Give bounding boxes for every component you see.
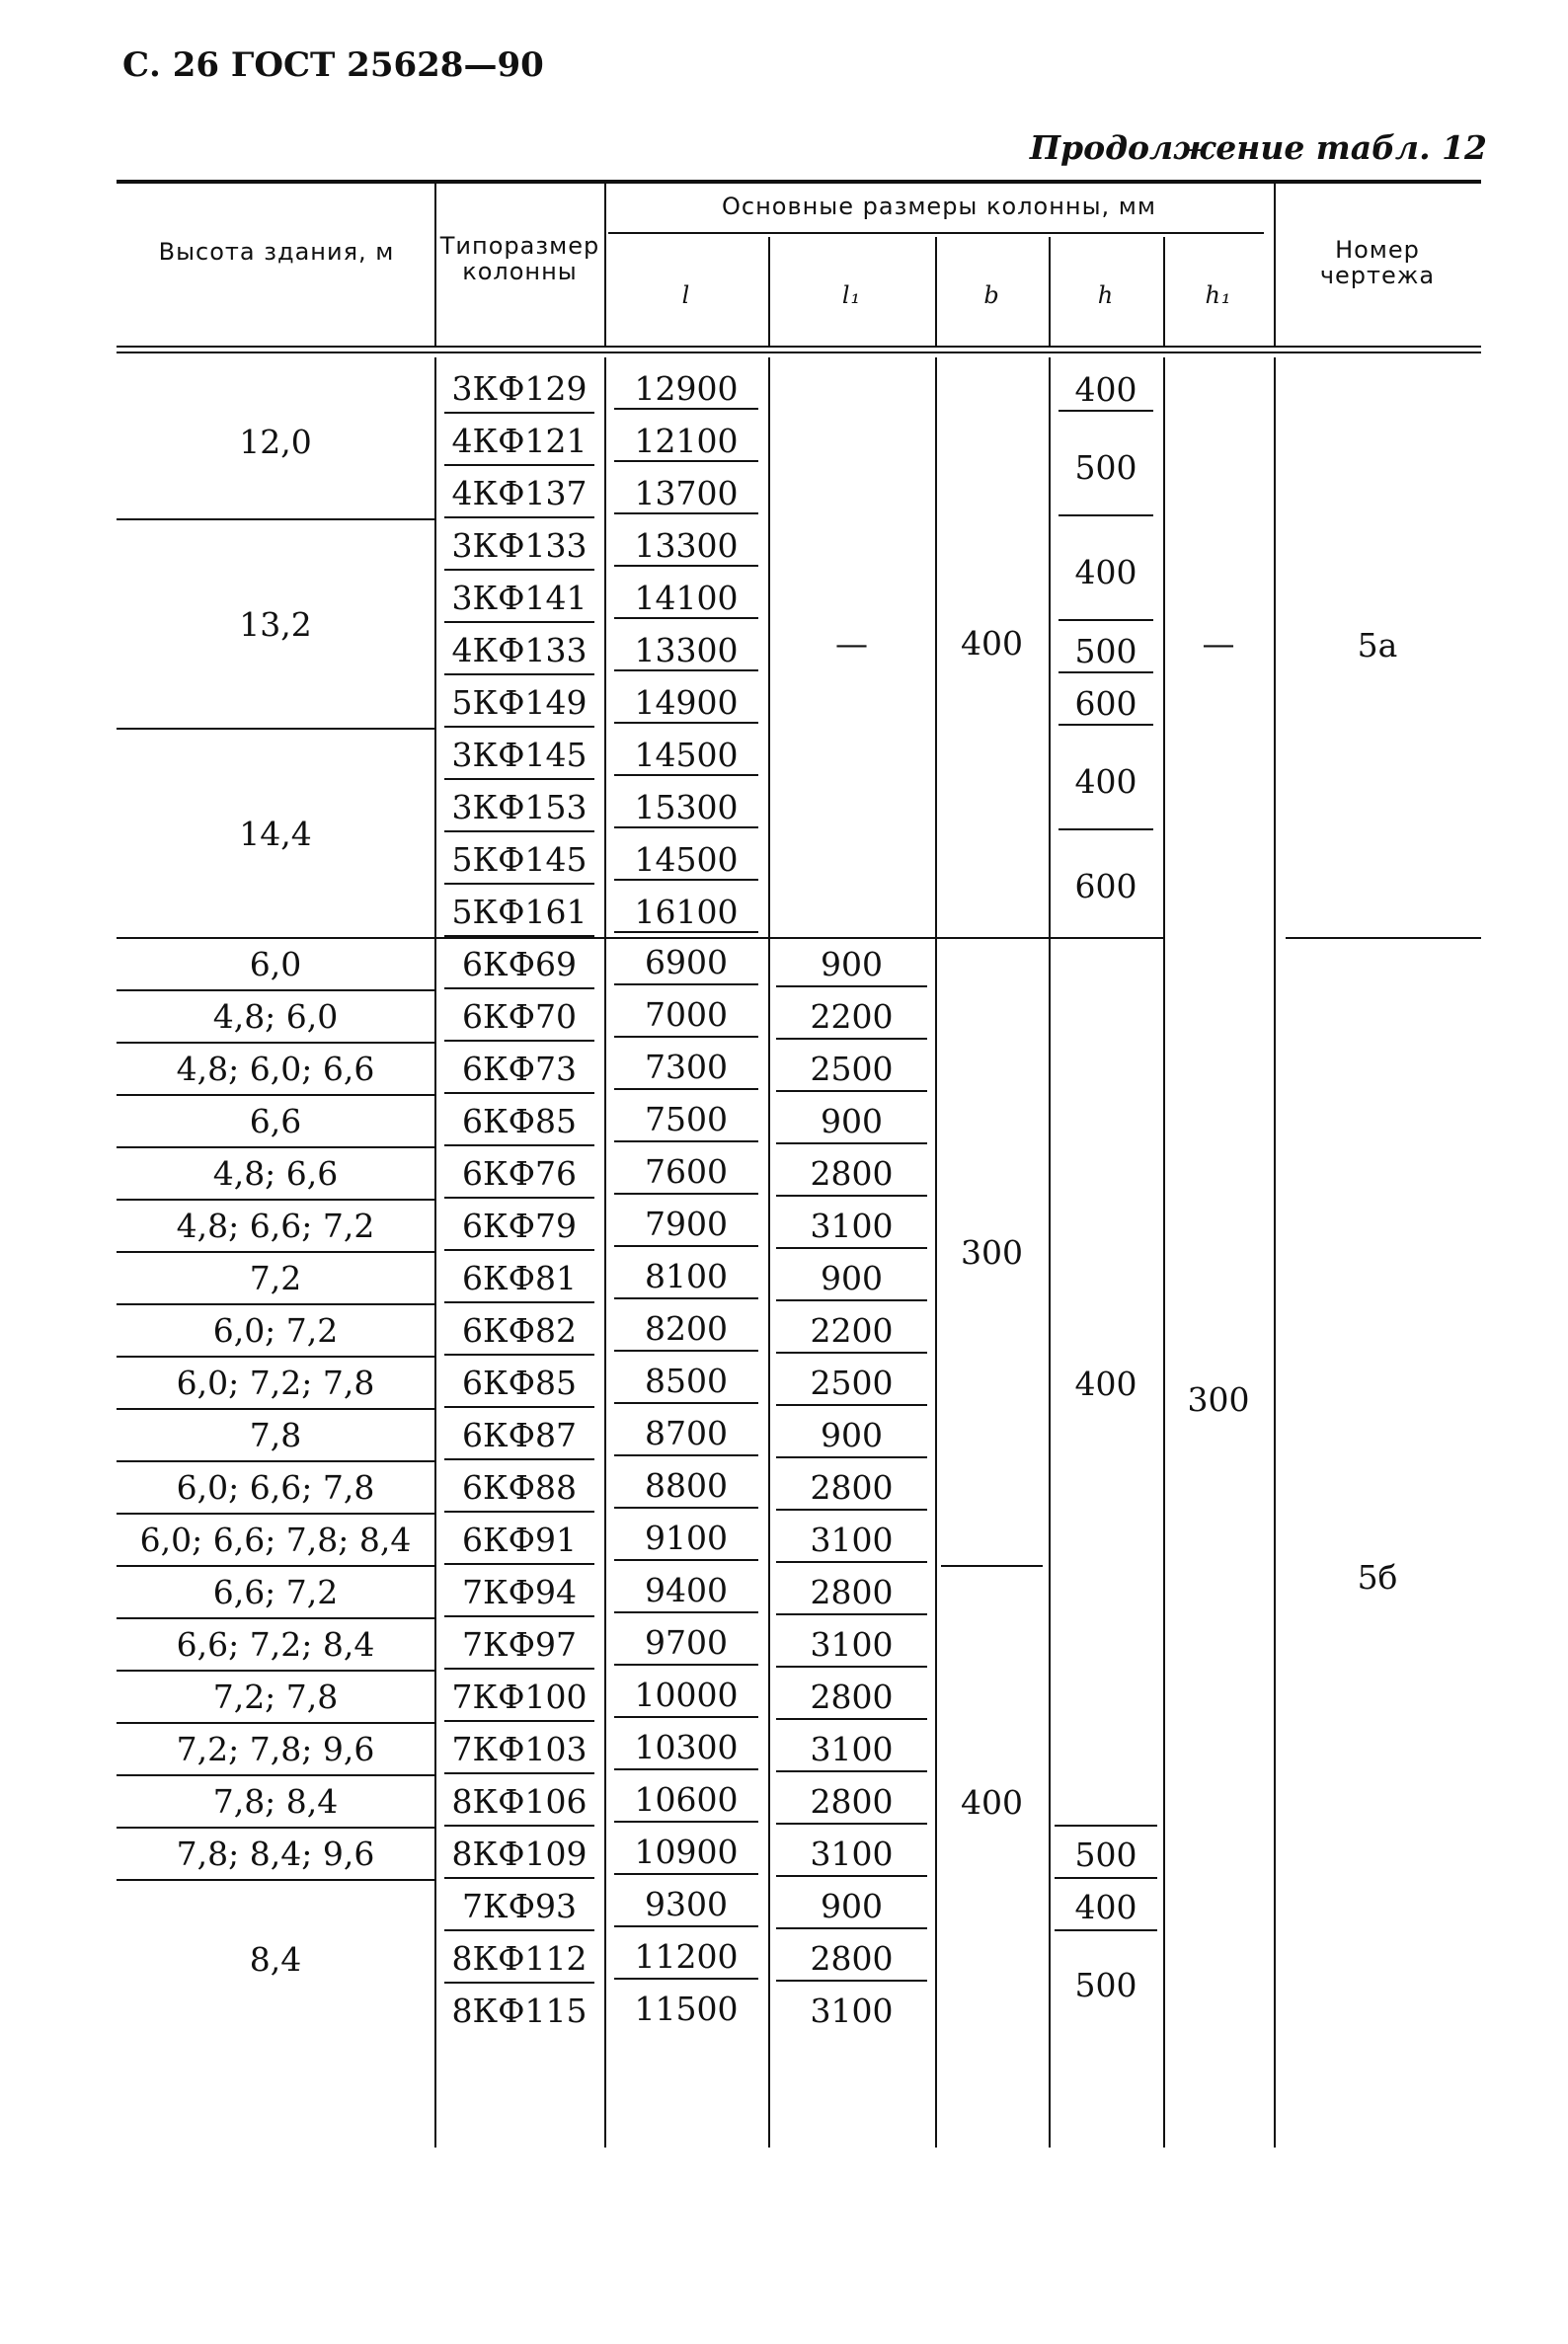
header-bottom-rule [117,352,1481,353]
column-type-cell: 5КФ149 [451,683,588,722]
column-type-cell: 6КФ76 [462,1154,577,1193]
cell-underline [444,1511,594,1513]
length-l1-cell: 900 [821,945,883,983]
cell-underline [776,1823,927,1825]
length-l1-cell: 3100 [810,1207,894,1245]
column-divider [1049,357,1051,2148]
cell-underline [614,1088,758,1090]
cell-underline [117,989,434,991]
cell-underline [614,460,758,462]
column-type-cell: 6КФ85 [462,1102,577,1140]
cell-underline [776,1613,927,1615]
length-l-cell: 9300 [645,1885,728,1923]
length-l-cell: 10600 [634,1780,739,1819]
length-l1-cell: 3100 [810,1835,894,1873]
building-height-cell: 4,8; 6,0 [212,997,339,1036]
cell-underline [614,1664,758,1666]
height-h-cell: 400 [1074,1887,1137,1926]
length-l1-cell: 900 [821,1102,883,1140]
cell-underline [614,565,758,567]
cell-underline [776,1195,927,1197]
column-type-cell: 3КФ153 [451,788,588,826]
cell-underline [776,1352,927,1354]
building-height-cell: 7,2; 7,8; 9,6 [176,1730,375,1768]
cell-underline [776,1456,927,1458]
height-h-cell: 400 [1074,369,1137,409]
height-h-cell: 400 [1074,762,1137,801]
cell-underline [776,1509,927,1511]
cell-underline [444,621,594,623]
length-l-cell: 14100 [634,579,739,617]
length-l1-cell: 2500 [810,1364,894,1402]
cell-underline [117,1042,434,1044]
length-l1-cell: 2200 [810,1311,894,1350]
cell-underline [444,1197,594,1199]
column-type-cell: 6КФ91 [462,1521,577,1559]
header-column-divider [935,237,937,346]
cell-underline [614,826,758,828]
cell-underline [614,408,758,410]
cell-underline [614,1768,758,1770]
header-building-height: Высота здания, м [158,238,395,266]
cell-underline [614,1297,758,1299]
column-type-cell: 8КФ106 [451,1782,588,1821]
column-type-cell: 6КФ87 [462,1416,577,1454]
group-rule [117,728,434,730]
width-b-cell: 300 [961,1233,1023,1272]
cell-underline [117,1617,434,1619]
length-l-cell: 7000 [645,995,728,1034]
length-l-cell: 12900 [634,369,739,408]
length-l1-cell: 2800 [810,1678,894,1716]
cell-underline [444,1563,594,1565]
header-l: l [681,281,691,309]
length-l-cell: 8100 [645,1257,728,1295]
length-l1-cell: 2500 [810,1050,894,1088]
length-l-cell: 8500 [645,1362,728,1400]
cell-underline [776,1718,927,1720]
length-l-cell: 9100 [645,1519,728,1557]
length-l1-cell: — [835,623,868,663]
length-l1-cell: 900 [821,1887,883,1925]
section-rule [117,937,1163,939]
cell-underline [1055,1825,1157,1827]
column-divider [434,357,436,2148]
header-b: b [983,281,1000,309]
page-title: С. 26 ГОСТ 25628—90 [122,45,544,85]
cell-underline [444,569,594,571]
cell-underline [117,1408,434,1410]
cell-underline [444,883,594,885]
cell-underline [1055,1929,1157,1931]
cell-underline [614,1140,758,1142]
column-type-cell: 5КФ161 [451,893,588,931]
cell-underline [614,1925,758,1927]
column-type-cell: 8КФ115 [451,1992,588,2030]
building-height-cell: 7,8 [249,1416,302,1454]
column-type-cell: 6КФ70 [462,997,577,1036]
height-h-cell: 400 [1074,1364,1137,1403]
cell-underline [776,1090,927,1092]
length-l-cell: 13300 [634,526,739,565]
length-l1-cell: 2800 [810,1939,894,1978]
height-h-cell: 500 [1074,1835,1137,1874]
column-type-cell: 6КФ81 [462,1259,577,1297]
column-type-cell: 7КФ93 [462,1887,577,1925]
building-height-cell: 6,6 [249,1102,302,1140]
cell-underline [776,1247,927,1249]
cell-underline [117,1251,434,1253]
cell-underline [776,1299,927,1301]
cell-underline [117,1460,434,1462]
cell-underline [614,1559,758,1561]
cell-underline [444,1929,594,1931]
building-height-cell: 4,8; 6,6; 7,2 [176,1207,375,1245]
header-drawing-number: Номер чертежа [1319,236,1436,289]
cell-underline [117,1356,434,1358]
cell-underline [444,726,594,728]
cell-underline [1055,1877,1157,1879]
cell-underline [444,1668,594,1670]
cell-underline [117,1774,434,1776]
cell-underline [776,1875,927,1877]
building-height-cell: 6,6; 7,2; 8,4 [176,1625,375,1664]
column-type-cell: 6КФ85 [462,1364,577,1402]
column-type-cell: 7КФ100 [451,1678,588,1716]
header-column-divider [1049,237,1051,346]
length-l-cell: 8200 [645,1309,728,1348]
cell-underline [444,516,594,518]
column-type-cell: 4КФ137 [451,474,588,512]
cell-underline [776,1666,927,1668]
cell-underline [444,1144,594,1146]
header-main-dimensions: Основные размеры колонны, мм [721,193,1157,220]
length-l-cell: 14500 [634,736,739,774]
length-l1-cell: 900 [821,1259,883,1297]
length-l1-cell: 2800 [810,1573,894,1611]
building-height-cell: 6,0 [249,945,302,983]
building-height-cell: 4,8; 6,0; 6,6 [176,1050,375,1088]
length-l-cell: 7300 [645,1048,728,1086]
length-l-cell: 10300 [634,1728,739,1766]
building-height-cell: 6,6; 7,2 [212,1573,339,1611]
height-h-cell: 600 [1074,683,1137,723]
cell-underline [117,1827,434,1829]
header-column-divider [768,237,770,346]
cell-underline [614,1036,758,1038]
column-type-cell: 6КФ69 [462,945,577,983]
height-h1-cell: 300 [1187,1379,1250,1419]
cell-underline [117,1199,434,1201]
cell-underline [1058,619,1153,621]
column-type-cell: 6КФ82 [462,1311,577,1350]
section-rule [1286,937,1481,939]
cell-underline [444,1877,594,1879]
column-type-cell: 3КФ129 [451,369,588,408]
length-l-cell: 10000 [634,1676,739,1714]
cell-underline [614,1193,758,1195]
cell-underline [614,1978,758,1980]
header-bottom-rule [117,346,1481,348]
cell-underline [444,1720,594,1722]
length-l-cell: 11500 [634,1990,739,2028]
drawing-number-cell: 5б [1357,1557,1398,1597]
height-h-cell: 500 [1074,1966,1137,2004]
cell-underline [444,1406,594,1408]
cell-underline [117,1670,434,1672]
building-height-cell: 14,4 [239,815,312,853]
building-height-cell: 6,0; 6,6; 7,8; 8,4 [139,1521,412,1559]
building-height-cell: 13,2 [239,605,312,644]
header-h1: h₁ [1205,281,1232,309]
cell-underline [614,1873,758,1875]
column-type-cell: 3КФ145 [451,736,588,774]
table-continuation-label: Продолжение табл. 12 [1029,128,1487,167]
cell-underline [444,1615,594,1617]
column-type-cell: 7КФ103 [451,1730,588,1768]
height-h-cell: 400 [1074,553,1137,591]
length-l1-cell: 900 [821,1416,883,1454]
column-type-cell: 3КФ141 [451,579,588,617]
length-l-cell: 13700 [634,474,739,512]
header-column-divider [1163,237,1165,346]
length-l1-cell: 3100 [810,1625,894,1664]
building-height-cell: 12,0 [239,422,312,461]
column-type-cell: 5КФ145 [451,840,588,879]
length-l-cell: 12100 [634,422,739,460]
cell-underline [444,412,594,414]
group-rule [117,518,434,520]
cell-underline [614,669,758,671]
group-rule [941,1565,1043,1567]
building-height-cell: 7,8; 8,4 [212,1782,339,1821]
length-l-cell: 7600 [645,1152,728,1191]
cell-underline [1058,724,1153,726]
length-l-cell: 8800 [645,1466,728,1505]
cell-underline [117,1879,434,1881]
column-type-cell: 7КФ94 [462,1573,577,1611]
length-l1-cell: 3100 [810,1730,894,1768]
cell-underline [614,1611,758,1613]
cell-underline [614,879,758,881]
cell-underline [614,1821,758,1823]
cell-underline [117,1303,434,1305]
cell-underline [444,1092,594,1094]
length-l-cell: 7500 [645,1100,728,1138]
column-divider [604,357,606,2148]
height-h-cell: 500 [1074,448,1137,487]
length-l1-cell: 2200 [810,997,894,1036]
length-l-cell: 9400 [645,1571,728,1609]
cell-underline [614,1350,758,1352]
cell-underline [444,987,594,989]
length-l-cell: 6900 [645,943,728,981]
height-h1-cell: — [1202,623,1235,663]
cell-underline [776,1404,927,1406]
cell-underline [776,1770,927,1772]
cell-underline [776,1927,927,1929]
length-l1-cell: 2800 [810,1782,894,1821]
cell-underline [614,983,758,985]
length-l-cell: 15300 [634,788,739,826]
header-h: h [1097,281,1115,309]
building-height-cell: 8,4 [249,1939,302,1979]
length-l-cell: 8700 [645,1414,728,1452]
cell-underline [1058,828,1153,830]
cell-underline [614,774,758,776]
dims-group-underline [608,232,1264,234]
length-l-cell: 16100 [634,893,739,931]
cell-underline [776,1980,927,1982]
cell-underline [614,1245,758,1247]
column-type-cell: 6КФ79 [462,1207,577,1245]
column-type-cell: 7КФ97 [462,1625,577,1664]
column-type-cell: 4КФ121 [451,422,588,460]
cell-underline [776,985,927,987]
length-l1-cell: 2800 [810,1468,894,1507]
cell-underline [117,1513,434,1515]
cell-underline [117,1094,434,1096]
building-height-cell: 7,2 [249,1259,302,1297]
cell-underline [614,617,758,619]
cell-underline [444,673,594,675]
height-h-cell: 600 [1074,867,1137,905]
cell-underline [444,1301,594,1303]
building-height-cell: 6,0; 7,2; 7,8 [176,1364,375,1402]
drawing-number-cell: 5а [1357,625,1398,664]
column-type-cell: 6КФ88 [462,1468,577,1507]
header-column-divider [1274,184,1276,346]
cell-underline [1058,671,1153,673]
building-height-cell: 4,8; 6,6 [212,1154,339,1193]
cell-underline [776,1561,927,1563]
length-l-cell: 13300 [634,631,739,669]
cell-underline [444,830,594,832]
cell-underline [776,1142,927,1144]
table-top-rule [117,180,1481,184]
length-l-cell: 14900 [634,683,739,722]
column-type-cell: 3КФ133 [451,526,588,565]
column-type-cell: 8КФ112 [451,1939,588,1978]
cell-underline [614,1507,758,1509]
length-l1-cell: 2800 [810,1154,894,1193]
cell-underline [444,1825,594,1827]
length-l-cell: 7900 [645,1205,728,1243]
cell-underline [444,1040,594,1042]
cell-underline [444,1772,594,1774]
building-height-cell: 6,0; 7,2 [212,1311,339,1350]
height-h-cell: 500 [1074,631,1137,670]
length-l-cell: 10900 [634,1833,739,1871]
length-l1-cell: 3100 [810,1992,894,2030]
cell-underline [444,1354,594,1356]
column-type-cell: 4КФ133 [451,631,588,669]
cell-underline [117,1146,434,1148]
header-l1: l₁ [841,281,862,309]
cell-underline [444,464,594,466]
length-l-cell: 11200 [634,1937,739,1976]
cell-underline [117,1722,434,1724]
width-b-cell: 400 [961,623,1023,663]
column-type-cell: 6КФ73 [462,1050,577,1088]
cell-underline [776,1038,927,1040]
header-column-divider [604,184,606,346]
cell-underline [614,931,758,933]
cell-underline [444,1982,594,1984]
cell-underline [444,1458,594,1460]
building-height-cell: 6,0; 6,6; 7,8 [176,1468,375,1507]
header-column-divider [434,184,436,346]
cell-underline [1058,410,1153,412]
building-height-cell: 7,8; 8,4; 9,6 [176,1835,375,1873]
length-l-cell: 14500 [634,840,739,879]
cell-underline [1058,514,1153,516]
length-l-cell: 9700 [645,1623,728,1662]
cell-underline [444,1249,594,1251]
cell-underline [614,1402,758,1404]
cell-underline [614,722,758,724]
cell-underline [444,778,594,780]
width-b-cell: 400 [961,1782,1023,1822]
header-column-type: Типоразмер колонны [439,232,600,285]
length-l1-cell: 3100 [810,1521,894,1559]
building-height-cell: 7,2; 7,8 [212,1678,339,1716]
cell-underline [614,512,758,514]
cell-underline [614,1716,758,1718]
cell-underline [614,1454,758,1456]
column-type-cell: 8КФ109 [451,1835,588,1873]
cell-underline [117,1565,434,1567]
